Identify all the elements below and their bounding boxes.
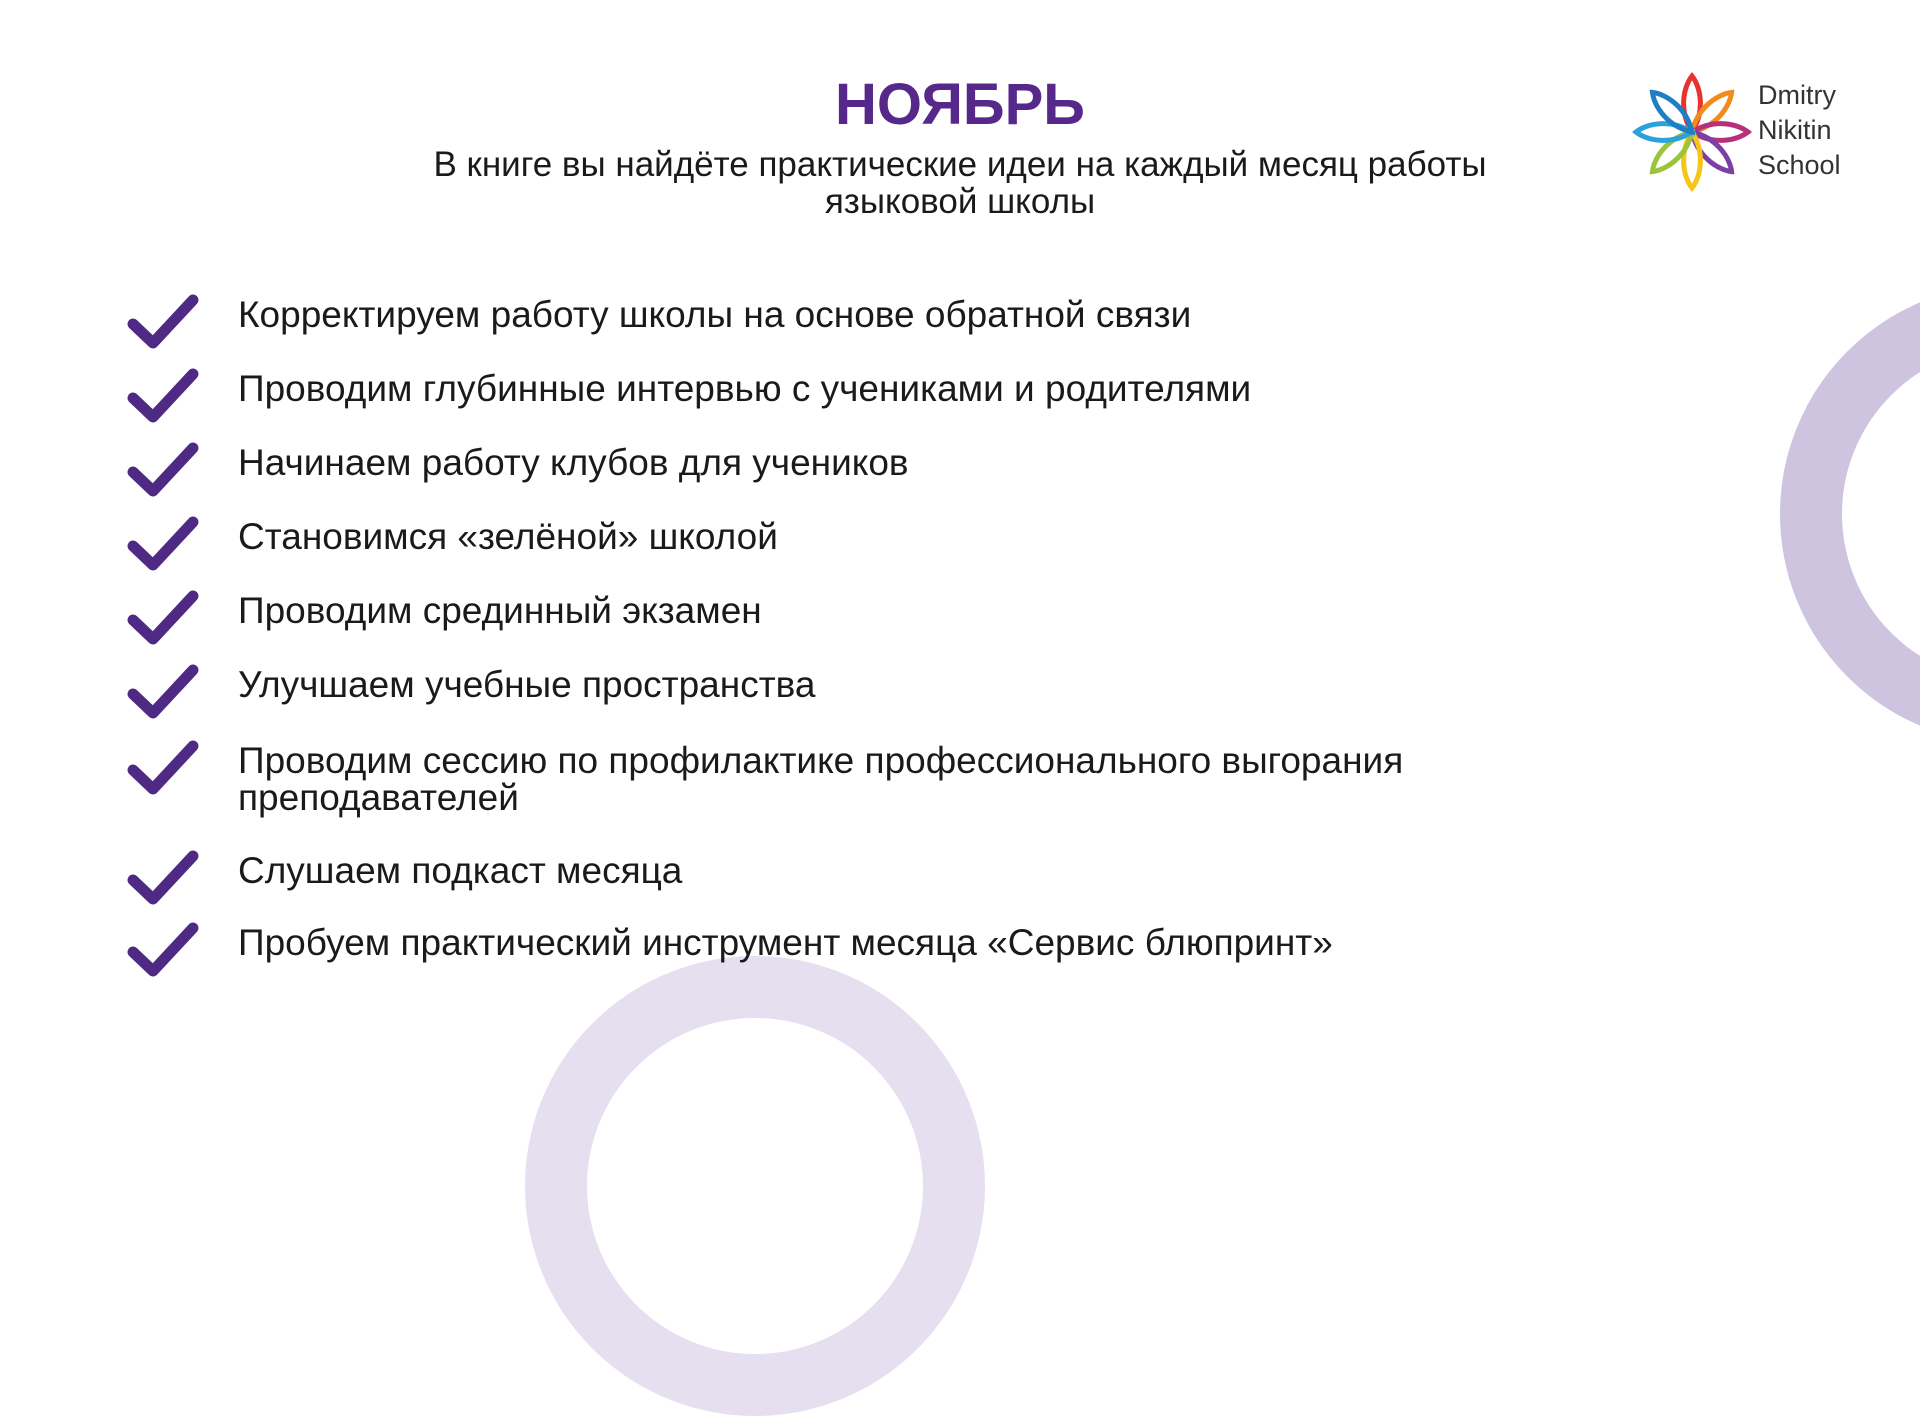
checkmark-icon: [125, 366, 201, 426]
school-logo: [1632, 70, 1872, 194]
checkmark-icon: [125, 738, 201, 798]
checkmark-icon: [125, 848, 201, 908]
checkmark-icon: [125, 588, 201, 648]
checklist-item-label: Пробуем практический инструмент месяца «Сервис блюпринт»: [238, 922, 1333, 963]
checkmark-icon: [125, 920, 201, 980]
page-subtitle: В книге вы найдёте практические идеи на каждый месяц работы языковой школы: [433, 145, 1487, 221]
logo-wordmark: [1758, 78, 1841, 183]
logo-line-3: School: [1758, 150, 1841, 180]
logo-line-2: Nikitin: [1758, 115, 1832, 145]
page-title: НОЯБРЬ: [835, 72, 1085, 137]
checkmark-icon: [125, 662, 201, 722]
checklist-item-label: Проводим срединный экзамен: [238, 590, 762, 631]
checklist-item-label: Начинаем работу клубов для учеников: [238, 442, 909, 483]
checkmark-icon: [125, 292, 201, 352]
logo-line-1: Dmitry: [1758, 80, 1836, 110]
checklist-item-label: Слушаем подкаст месяца: [238, 850, 683, 891]
checklist-item-label: Проводим глубинные интервью с учениками и родителями: [238, 368, 1252, 409]
decorative-ring-bottom: [525, 956, 985, 1416]
checkmark-icon: [125, 440, 201, 500]
flower-logo-icon: [1632, 70, 1752, 194]
checklist-item-label: Становимся «зелёной» школой: [238, 516, 778, 557]
checklist-item-label: Проводим сессию по профилактике профессионального выгорания преподавателей: [238, 740, 1404, 818]
checklist-item-label: Улучшаем учебные пространства: [238, 664, 816, 705]
decorative-ring-right: [1780, 284, 1920, 744]
checklist-item-label: Корректируем работу школы на основе обратной связи: [238, 294, 1192, 335]
checkmark-icon: [125, 514, 201, 574]
